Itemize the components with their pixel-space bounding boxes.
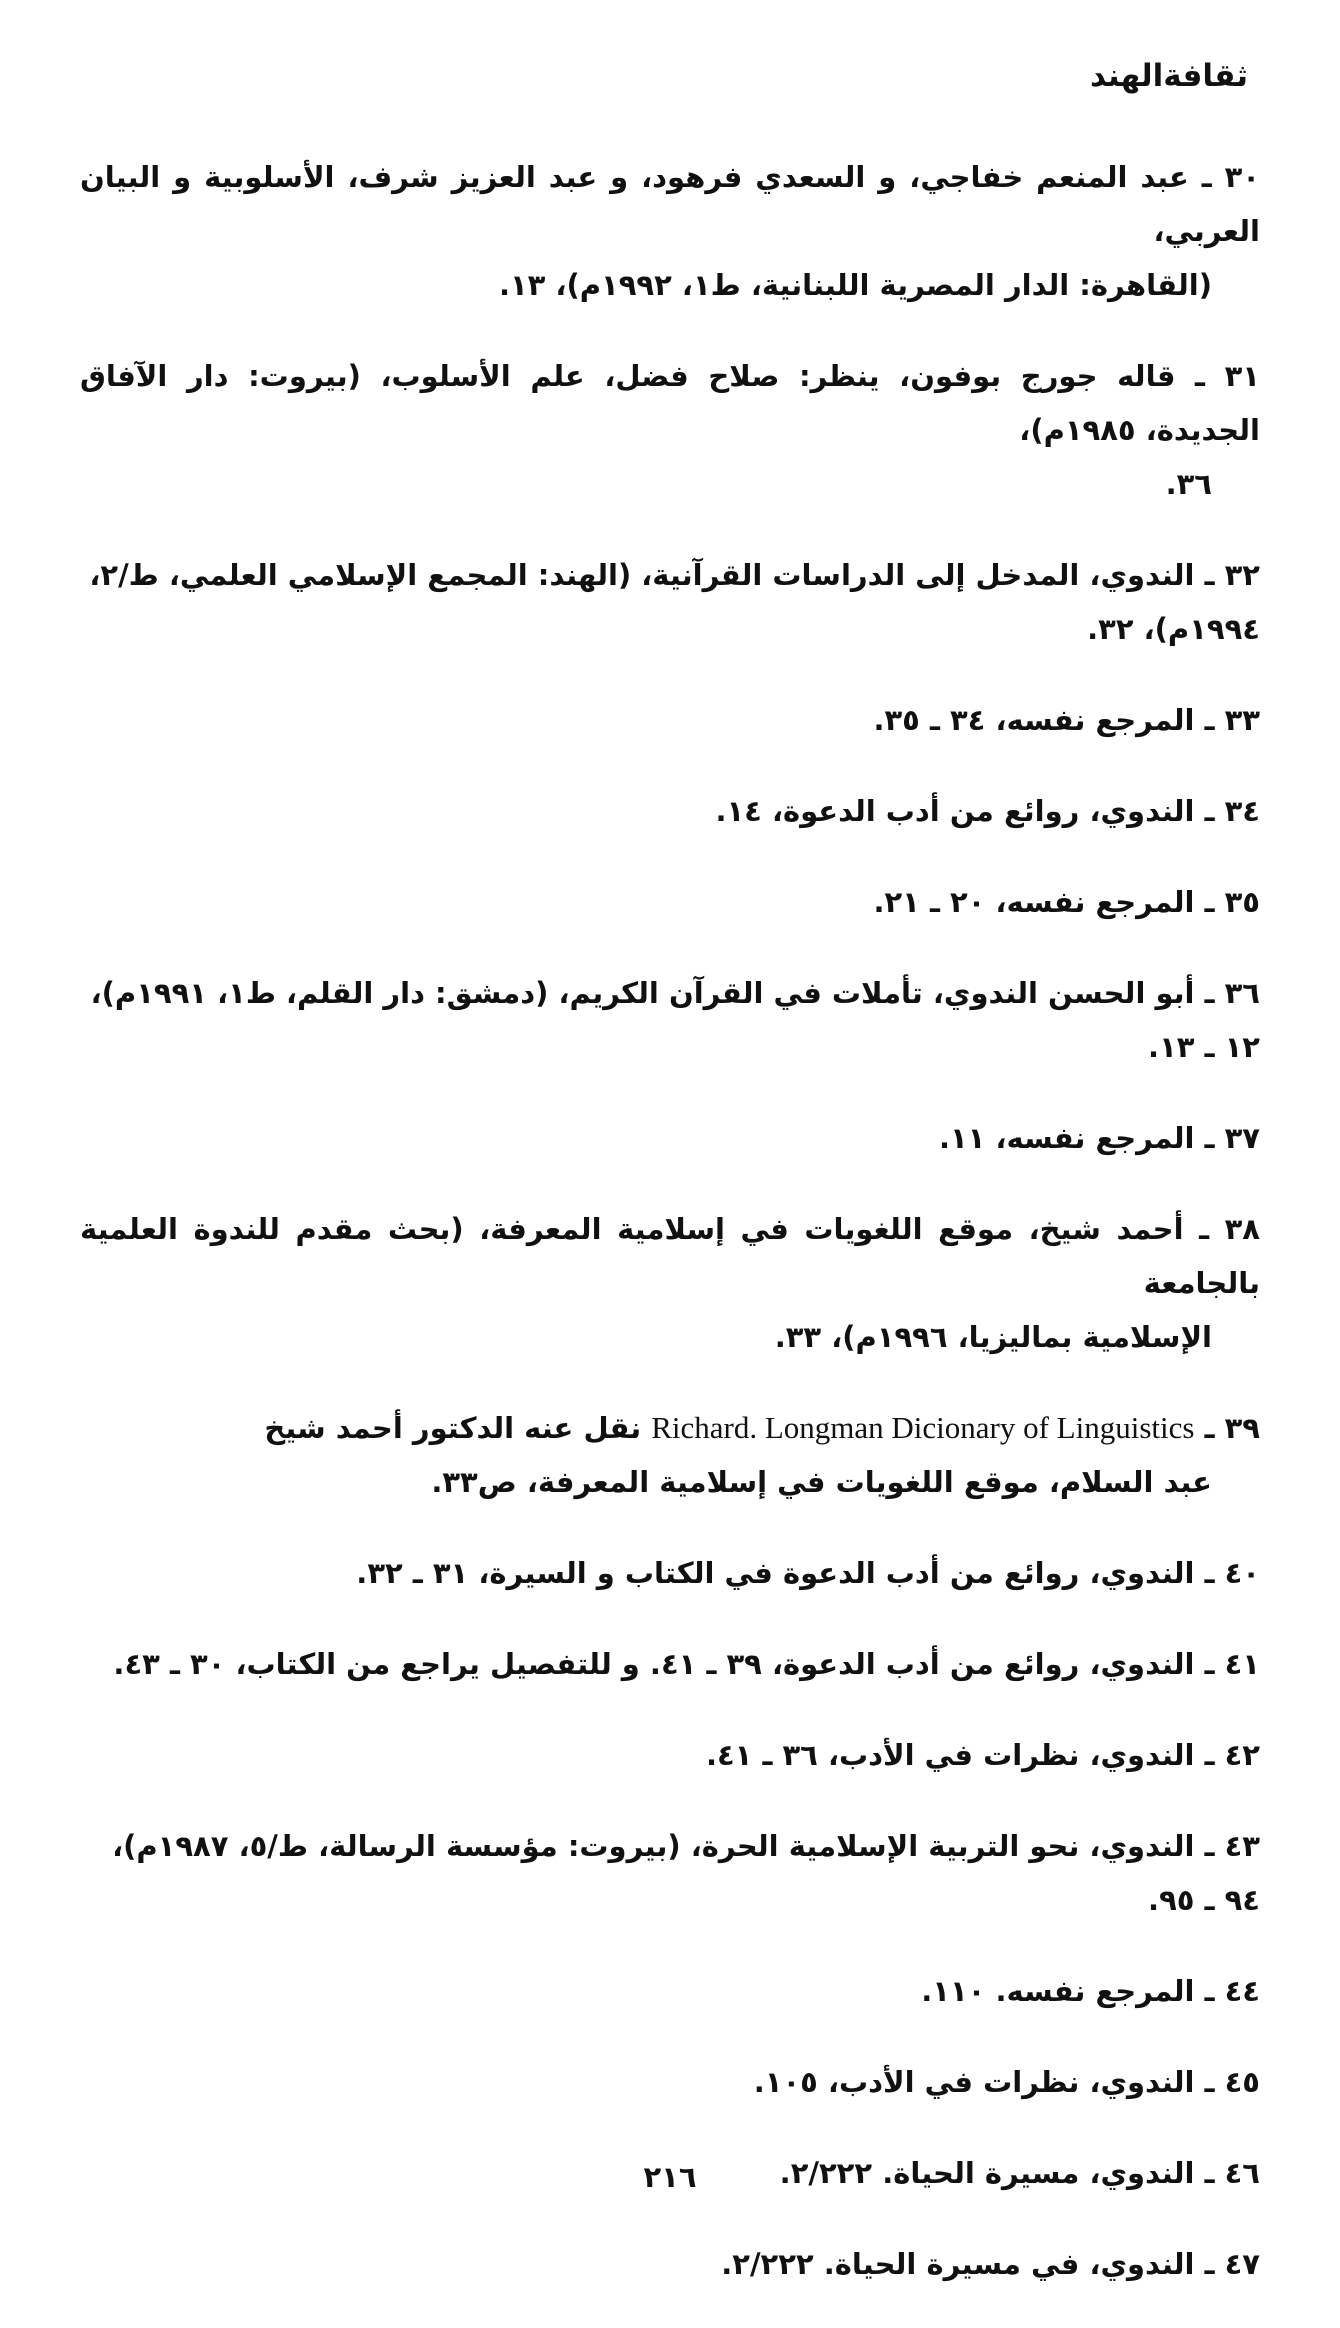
endnote-31-line2: ٣٦. bbox=[1165, 467, 1212, 501]
endnote-34 bbox=[80, 784, 1260, 838]
endnote-35-text: ٣٥ ـ المرجع نفسه، ٢٠ ـ ٢١. bbox=[873, 885, 1260, 919]
page-number: ٢١٦ bbox=[643, 2160, 697, 2194]
endnote-38-line1: ٣٨ ـ أحمد شيخ، موقع اللغويات في إسلامية المعرفة، (بحث مقدم للندوة العلمية بالجامعة bbox=[80, 1212, 1260, 1300]
endnote-31 bbox=[80, 349, 1260, 511]
endnote-38-line2: الإسلامية بماليزيا، ١٩٩٦م)، ٣٣. bbox=[774, 1320, 1212, 1354]
endnote-45 bbox=[80, 2055, 1260, 2109]
endnote-46-text: ٤٦ ـ الندوي، مسيرة الحياة. ٢/٢٢٢. bbox=[779, 2156, 1260, 2190]
endnote-33 bbox=[80, 693, 1260, 747]
endnote-31-line1: ٣١ ـ قاله جورج بوفون، ينظر: صلاح فضل، علم الأسلوب، (بيروت: دار الآفاق الجديدة، ١٩٨٥م)، bbox=[80, 359, 1260, 447]
endnote-30-line2: (القاهرة: الدار المصرية اللبنانية، ط١، ١٩٩٢م)، ١٣. bbox=[498, 268, 1212, 302]
endnote-42-text: ٤٢ ـ الندوي، نظرات في الأدب، ٣٦ ـ ٤١. bbox=[705, 1738, 1260, 1772]
endnote-40 bbox=[80, 1546, 1260, 1600]
endnote-39-after: نقل عنه الدكتور أحمد شيخ bbox=[264, 1411, 642, 1445]
endnote-43-text: ٤٣ ـ الندوي، نحو التربية الإسلامية الحرة، (بيروت: مؤسسة الرسالة، ط/٥، ١٩٨٧م)، ٩٤ ـ ٩٥. bbox=[112, 1829, 1260, 1917]
endnote-39 bbox=[80, 1401, 1260, 1509]
endnote-30 bbox=[80, 150, 1260, 312]
endnote-32-text: ٣٢ ـ الندوي، المدخل إلى الدراسات القرآنية، (الهند: المجمع الإسلامي العلمي، ط/٢، ١٩٩٤م)، ٣٢. bbox=[89, 558, 1260, 646]
endnote-38 bbox=[80, 1202, 1260, 1364]
endnote-39-prefix: ٣٩ ـ bbox=[1204, 1411, 1260, 1445]
endnote-44 bbox=[80, 1964, 1260, 2018]
endnote-44-text: ٤٤ ـ المرجع نفسه. ١١٠. bbox=[921, 1974, 1260, 2008]
endnote-39-latin-title: Richard. Longman Dicionary of Linguistics bbox=[651, 1410, 1195, 1445]
endnote-39-line2: عبد السلام، موقع اللغويات في إسلامية المعرفة، ص٣٣. bbox=[431, 1465, 1212, 1499]
endnote-42 bbox=[80, 1728, 1260, 1782]
endnote-41 bbox=[80, 1637, 1260, 1691]
endnote-47 bbox=[80, 2237, 1260, 2291]
endnote-35 bbox=[80, 875, 1260, 929]
endnote-37 bbox=[80, 1111, 1260, 1165]
endnote-45-text: ٤٥ ـ الندوي، نظرات في الأدب، ١٠٥. bbox=[753, 2065, 1260, 2099]
endnote-32 bbox=[80, 548, 1260, 656]
endnote-30-line1: ٣٠ ـ عبد المنعم خفاجي، و السعدي فرهود، و عبد العزيز شرف، الأسلوبية و البيان العربي، bbox=[80, 160, 1260, 248]
endnote-43 bbox=[80, 1819, 1260, 1927]
endnotes-list bbox=[80, 150, 1260, 2328]
endnote-40-text: ٤٠ ـ الندوي، روائع من أدب الدعوة في الكتاب و السيرة، ٣١ ـ ٣٢. bbox=[356, 1556, 1260, 1590]
endnote-33-text: ٣٣ ـ المرجع نفسه، ٣٤ ـ ٣٥. bbox=[873, 703, 1260, 737]
endnote-34-text: ٣٤ ـ الندوي، روائع من أدب الدعوة، ١٤. bbox=[715, 794, 1260, 828]
running-header: ثقافةالهند bbox=[1090, 58, 1248, 94]
endnote-36-text: ٣٦ ـ أبو الحسن الندوي، تأملات في القرآن الكريم، (دمشق: دار القلم، ط١، ١٩٩١م)، ١٢ ـ ١٣. bbox=[90, 976, 1260, 1064]
endnote-47-text: ٤٧ ـ الندوي، في مسيرة الحياة. ٢/٢٢٢. bbox=[721, 2247, 1260, 2281]
endnote-36 bbox=[80, 966, 1260, 1074]
endnote-41-text: ٤١ ـ الندوي، روائع من أدب الدعوة، ٣٩ ـ ٤١. و للتفصيل يراجع من الكتاب، ٣٠ ـ ٤٣. bbox=[113, 1647, 1260, 1681]
endnote-37-text: ٣٧ ـ المرجع نفسه، ١١. bbox=[938, 1121, 1260, 1155]
